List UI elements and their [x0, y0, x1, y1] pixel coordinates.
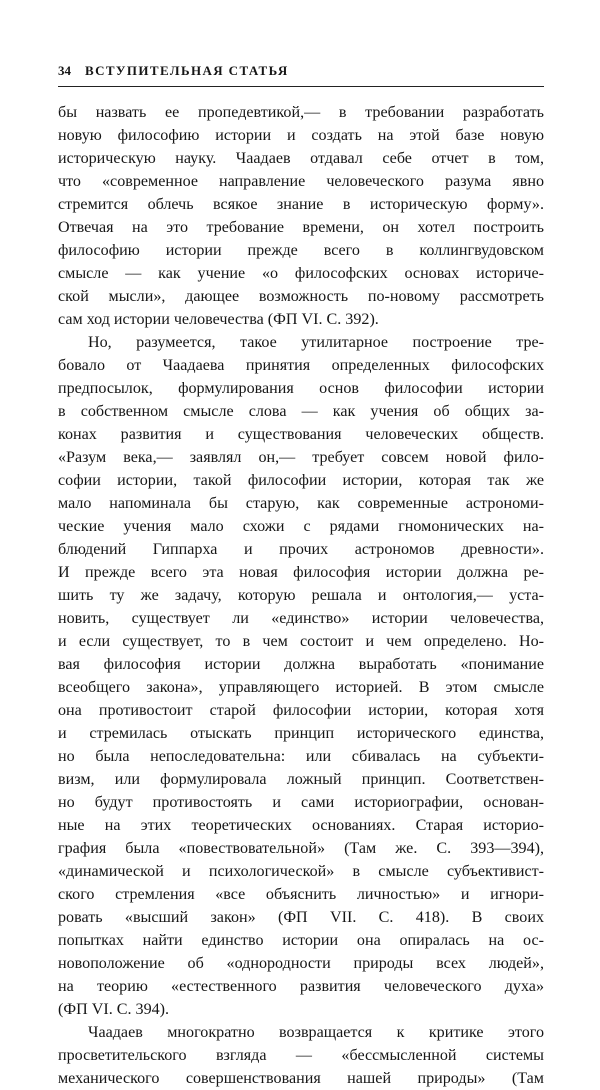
text-line: смысле — как учение «о философских основах историче- [58, 265, 544, 282]
text-line: предпосылок, формулирования основ философии истории [58, 380, 544, 397]
paragraph-1 [58, 101, 544, 331]
text-line: шить ту же задачу, которую решала и онтология,— уста- [58, 587, 544, 604]
text-line: в собственном смысле слова — как учения об общих за- [58, 403, 544, 420]
text-line: новоположение об «однородности природы всех людей», [58, 955, 544, 972]
text-line: просветительского взгляда — «бессмысленной системы [58, 1047, 544, 1064]
text-line: стремится облечь всякое знание в историческую форму». [58, 196, 544, 213]
text-line: мало напоминала бы старую, как современные астрономи- [58, 495, 544, 512]
text-line: вая философия истории должна выработать «понимание [58, 656, 544, 673]
text-line: визм, или формулировала ложный принцип. Соответствен- [58, 771, 544, 788]
text-line: новую философию истории и создать на этой базе новую [58, 127, 544, 144]
text-line: бы назвать ее пропедевтикой,— в требовании разработать [58, 104, 544, 121]
section-title: ВСТУПИТЕЛЬНАЯ СТАТЬЯ [85, 63, 289, 78]
text-line: попытках найти единство истории она опиралась на ос- [58, 932, 544, 949]
text-line: Чаадаев многократно возвращается к критике этого [88, 1024, 544, 1041]
text-line: ные на этих теоретических основаниях. Старая историо- [58, 817, 544, 834]
header-rule [58, 86, 544, 87]
text-line: механического совершенствования нашей природы» (Там [58, 1070, 544, 1087]
text-line: Но, разумеется, такое утилитарное построение тре- [88, 334, 544, 351]
text-line: Отвечая на это требование времени, он хотел построить [58, 219, 544, 236]
text-line: и стремилась отыскать принцип исторического единства, [58, 725, 544, 742]
text-line: новить, существует ли «единство» истории человечества, [58, 610, 544, 627]
text-line: философию истории прежде всего в коллингвудовском [58, 242, 544, 259]
paragraph-2 [58, 331, 544, 1021]
running-head [58, 60, 544, 82]
text-line: софии истории, такой философии истории, которая так же [58, 472, 544, 489]
text-line: ческие учения мало схожи с рядами гномонических на- [58, 518, 544, 535]
paragraph-3 [58, 1021, 544, 1090]
text-line: всеобщего закона», управляющего историей. В этом смысле [58, 679, 544, 696]
text-line: и если существует, то в чем состоит и чем определено. Но- [58, 633, 544, 650]
text-line: ской мысли», дающее возможность по-новому рассмотреть [58, 288, 544, 305]
text-line: сам ход истории человечества (ФП VI. С. 392). [58, 311, 379, 328]
text-line: на теорию «естественного развития человеческого духа» [58, 978, 544, 995]
text-line: И прежде всего эта новая философия истории должна ре- [58, 564, 544, 581]
text-line: ского стремления «все объяснить личностью» и игнори- [58, 886, 544, 903]
text-line: (ФП VI. С. 394). [58, 1001, 170, 1018]
text-line: бовало от Чаадаева принятия определенных философских [58, 357, 544, 374]
text-line: «динамической и психологической» в смысле субъективист- [58, 863, 544, 880]
text-line: что «современное направление человеческого разума явно [58, 173, 544, 190]
page-number: 34 [58, 63, 71, 78]
text-line: «Разум века,— заявлял он,— требует совсем новой фило- [58, 449, 544, 466]
text-line: но будут противостоять и сами историографии, основан- [58, 794, 544, 811]
text-line: конах развития и существования человеческих обществ. [58, 426, 544, 443]
text-line: историческую науку. Чаадаев отдавал себе отчет в том, [58, 150, 544, 167]
body-text [58, 101, 544, 1090]
text-line: блюдений Гиппарха и прочих астрономов древности». [58, 541, 544, 558]
text-line: она противостоит старой философии истории, которая хотя [58, 702, 544, 719]
text-line: ровать «высший закон» (ФП VII. С. 418). В своих [58, 909, 544, 926]
text-line: графия была «повествовательной» (Там же. С. 393—394), [58, 840, 544, 857]
text-line: но была непоследовательна: или сбивалась на субъекти- [58, 748, 544, 765]
